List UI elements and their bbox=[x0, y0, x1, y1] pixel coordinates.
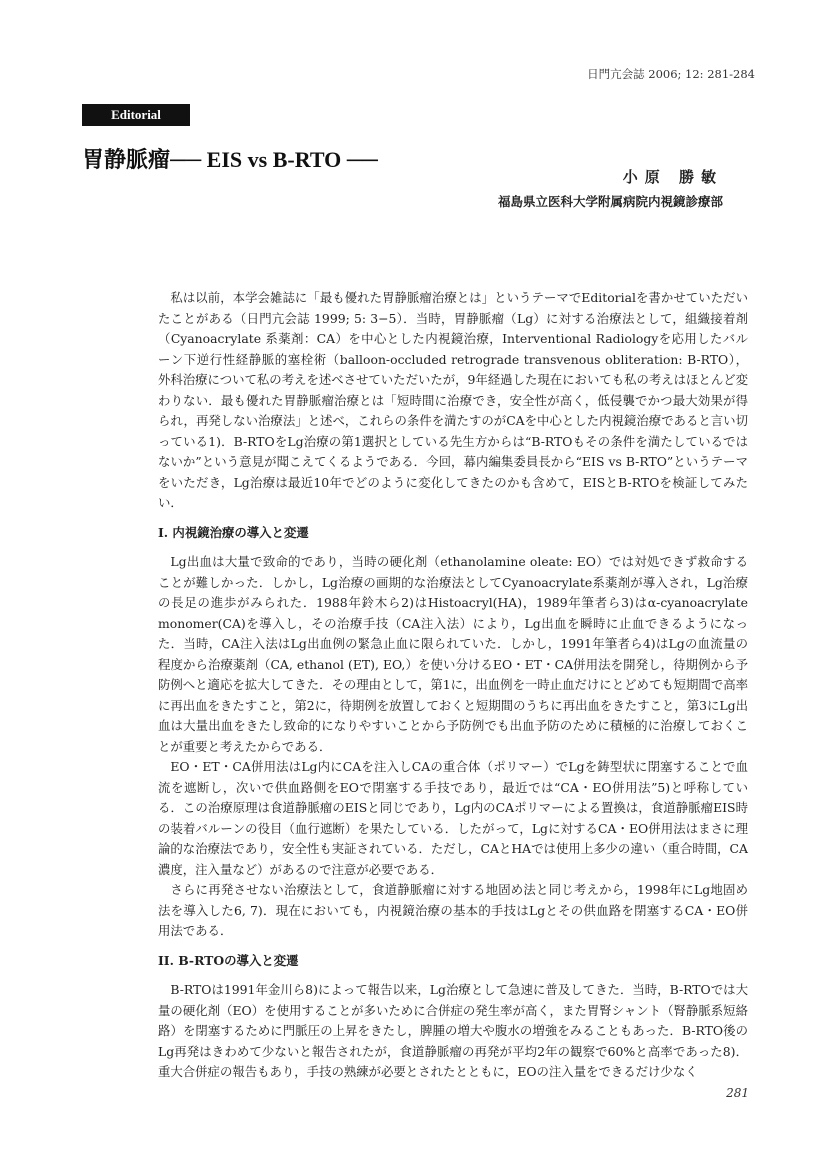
article-title: 胃静脈瘤── EIS vs B-RTO ── bbox=[82, 147, 378, 172]
section-heading-2: II. B-RTOの導入と変遷 bbox=[158, 952, 299, 968]
section2-paragraph-1: B-RTOは1991年金川ら8)によって報告以来，Lg治療として急速に普及してきた．当時，B-RTOでは大量の硬化剤（EO）を使用することが多いために合併症の発生率が高く，また胃腎シャント（腎静脈系短絡路）を閉塞するために門脈圧の上昇をきたし，脾腫の増大や腹水の増強をみることもあった．B-RTO後のLg再発はきわめて少ないと報告されたが，食道静脈瘤の再発が平均2年の観察で60%と高率であった8)．重大合併症の報告もあり，手技の熟練が必要とされたとともに，EOの注入量をできるだけ少なく bbox=[158, 982, 748, 1079]
section-heading-1: I. 内視鏡治療の導入と変遷 bbox=[158, 524, 309, 540]
section1-paragraph-1: Lg出血は大量で致命的であり，当時の硬化剤（ethanolamine oleate: EO）では対処できず救命することが難しかった．しかし，Lg治療の画期的な治療法としてCyanoacrylate系薬剤が導入され，Lg治療の長足の進歩がみられた．1988年鈴木ら2)はHistoacryl(HA)，1989年筆者ら3)はα-cyanoacrylate monomer(CA)を導入し，その治療手技（CA注入法）により，Lg出血を瞬時に止血できるようになった．当時，CA注入法はLg出血例の緊急止血に限られていた．しかし，1991年筆者ら4)はLgの血流量の程度から治療薬剤（CA, ethanol (ET), EO,）を使い分けるEO・ET・CA併用法を開発し，待期例から予防例へと適応を拡大してきた．その理由として，第1に，出血例を一時止血だけにとどめても短期間で高率に再出血をきたすこと，第2に，待期例を放置しておくと短期間のうちに再出血をきたすこと，第3にLg出血は大量出血をきたし致命的になりやすいことから予防例でも出血予防のために積極的に治療しておくことが重要と考えたからである． bbox=[158, 554, 748, 754]
editorial-badge: Editorial bbox=[82, 104, 190, 126]
author-affiliation: 福島県立医科大学附属病院内視鏡診療部 bbox=[497, 194, 723, 209]
journal-citation: 日門亢会誌 2006; 12: 281-284 bbox=[587, 67, 755, 81]
author-name: 小原 勝敏 bbox=[622, 168, 723, 186]
page-number: 281 bbox=[726, 1086, 749, 1100]
article-body bbox=[158, 288, 748, 1083]
section1-paragraph-3: さらに再発させない治療法として，食道静脈瘤に対する地固め法と同じ考えから，1998年にLg地固め法を導入した6, 7)．現在においても，内視鏡治療の基本的手技はLgとその供血路を閉塞するCA・EO併用法である． bbox=[158, 882, 748, 938]
section1-paragraph-2: EO・ET・CA併用法はLg内にCAを注入しCAの重合体（ポリマー）でLgを鋳型状に閉塞することで血流を遮断し，次いで供血路側をEOで閉塞する手技であり，最近では“CA・EO併用法”5)と呼称している．この治療原理は食道静脈瘤のEISと同じであり，Lg内のCAポリマーによる置換は，食道静脈瘤EIS時の装着バルーンの役目（血行遮断）を果たしている．したがって，Lgに対するCA・EO併用法はまさに理論的な治療法であり，安全性も実証されている．ただし，CAとHAでは使用上多少の違い（重合時間，CA濃度，注入量など）があるので注意が必要である． bbox=[158, 759, 748, 877]
intro-paragraph: 私は以前，本学会雑誌に「最も優れた胃静脈瘤治療とは」というテーマでEditorialを書かせていただいたことがある（日門亢会誌 1999; 5: 3−5）．当時，胃静脈瘤（Lg）に対する治療法として，組織接着剤（Cyanoacrylate 系薬剤：CA）を中心とした内視鏡治療，Interventional Radiologyを応用したバルーン下逆行性経静脈的塞栓術（balloon-occluded retrograde transvenous obliteration: B-RTO），外科治療について私の考えを述べさせていただいたが，9年経過した現在においても私の考えはほとんど変わりない．最も優れた胃静脈瘤治療とは「短時間に治療でき，安全性が高く，低侵襲でかつ最大効果が得られ，再発しない治療法」と述べ，これらの条件を満たすのがCAを中心とした内視鏡治療であると言い切っている1)．B-RTOをLg治療の第1選択としている先生方からは“B-RTOもその条件を満たしているではないか”という意見が聞こえてくるようである．今回，幕内編集委員長から“EIS vs B-RTO”というテーマをいただき，Lg治療は最近10年でどのように変化してきたのかも含めて，EISとB-RTOを検証してみたい． bbox=[158, 290, 748, 510]
